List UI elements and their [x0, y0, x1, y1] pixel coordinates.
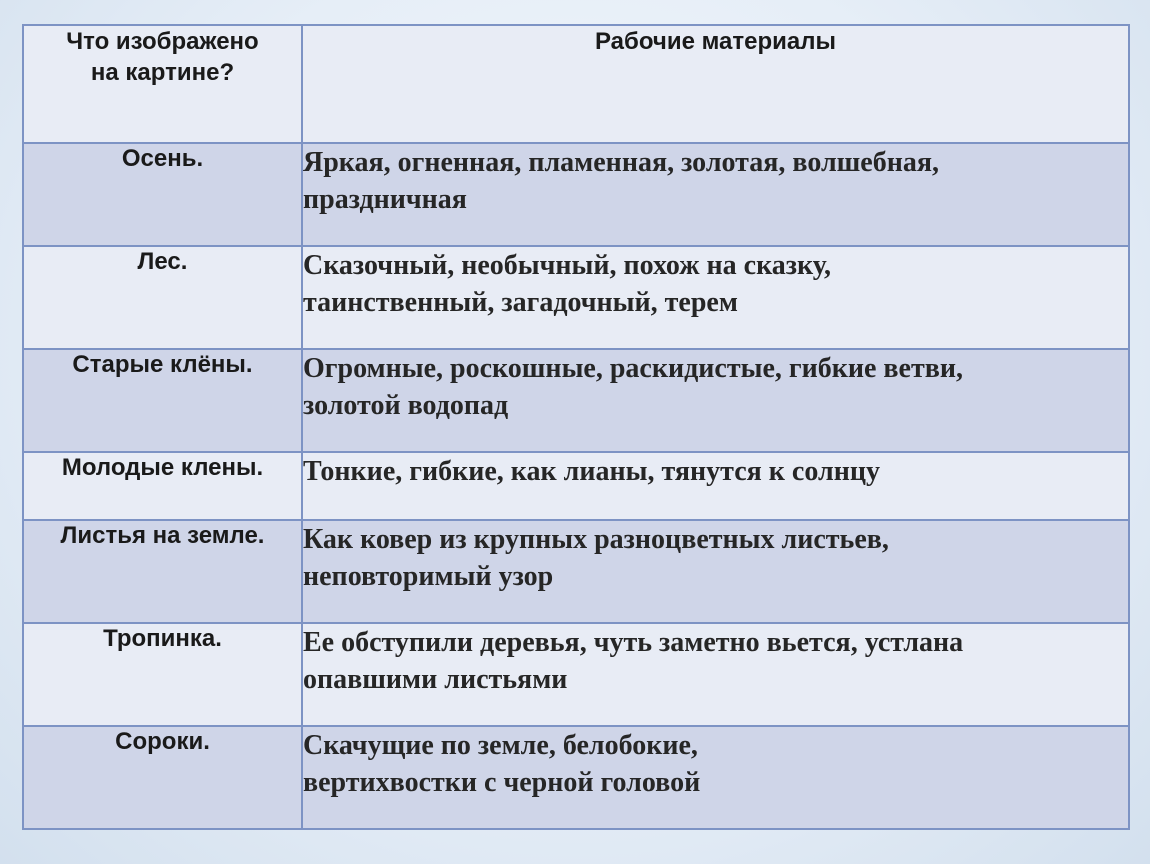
row-materials: Как ковер из крупных разноцветных листьев, неповторимый узор	[302, 520, 1129, 623]
row-subject: Осень.	[23, 143, 302, 246]
row-subject: Листья на земле.	[23, 520, 302, 623]
table-row	[23, 452, 1129, 520]
row-materials: Сказочный, необычный, похож на сказку, таинственный, загадочный, терем	[302, 246, 1129, 349]
table-row	[23, 623, 1129, 726]
row-subject: Сороки.	[23, 726, 302, 829]
table-row	[23, 520, 1129, 623]
table-header-row	[23, 25, 1129, 143]
row-materials: Ее обступили деревья, чуть заметно вьется, устлана опавшими листьями	[302, 623, 1129, 726]
row-materials: Тонкие, гибкие, как лианы, тянутся к солнцу	[302, 452, 1129, 520]
table-row	[23, 726, 1129, 829]
row-materials: Огромные, роскошные, раскидистые, гибкие ветви, золотой водопад	[302, 349, 1129, 452]
row-subject: Молодые клены.	[23, 452, 302, 520]
row-subject: Тропинка.	[23, 623, 302, 726]
row-subject: Старые клёны.	[23, 349, 302, 452]
table-row	[23, 143, 1129, 246]
header-working-materials: Рабочие материалы	[302, 25, 1129, 143]
header-picture-subject: Что изображено на картине?	[23, 25, 302, 143]
row-subject: Лес.	[23, 246, 302, 349]
table-row	[23, 246, 1129, 349]
row-materials: Яркая, огненная, пламенная, золотая, волшебная, праздничная	[302, 143, 1129, 246]
table-row	[23, 349, 1129, 452]
row-materials: Скачущие по земле, белобокие, вертихвостки с черной головой	[302, 726, 1129, 829]
vocabulary-table	[22, 24, 1130, 830]
